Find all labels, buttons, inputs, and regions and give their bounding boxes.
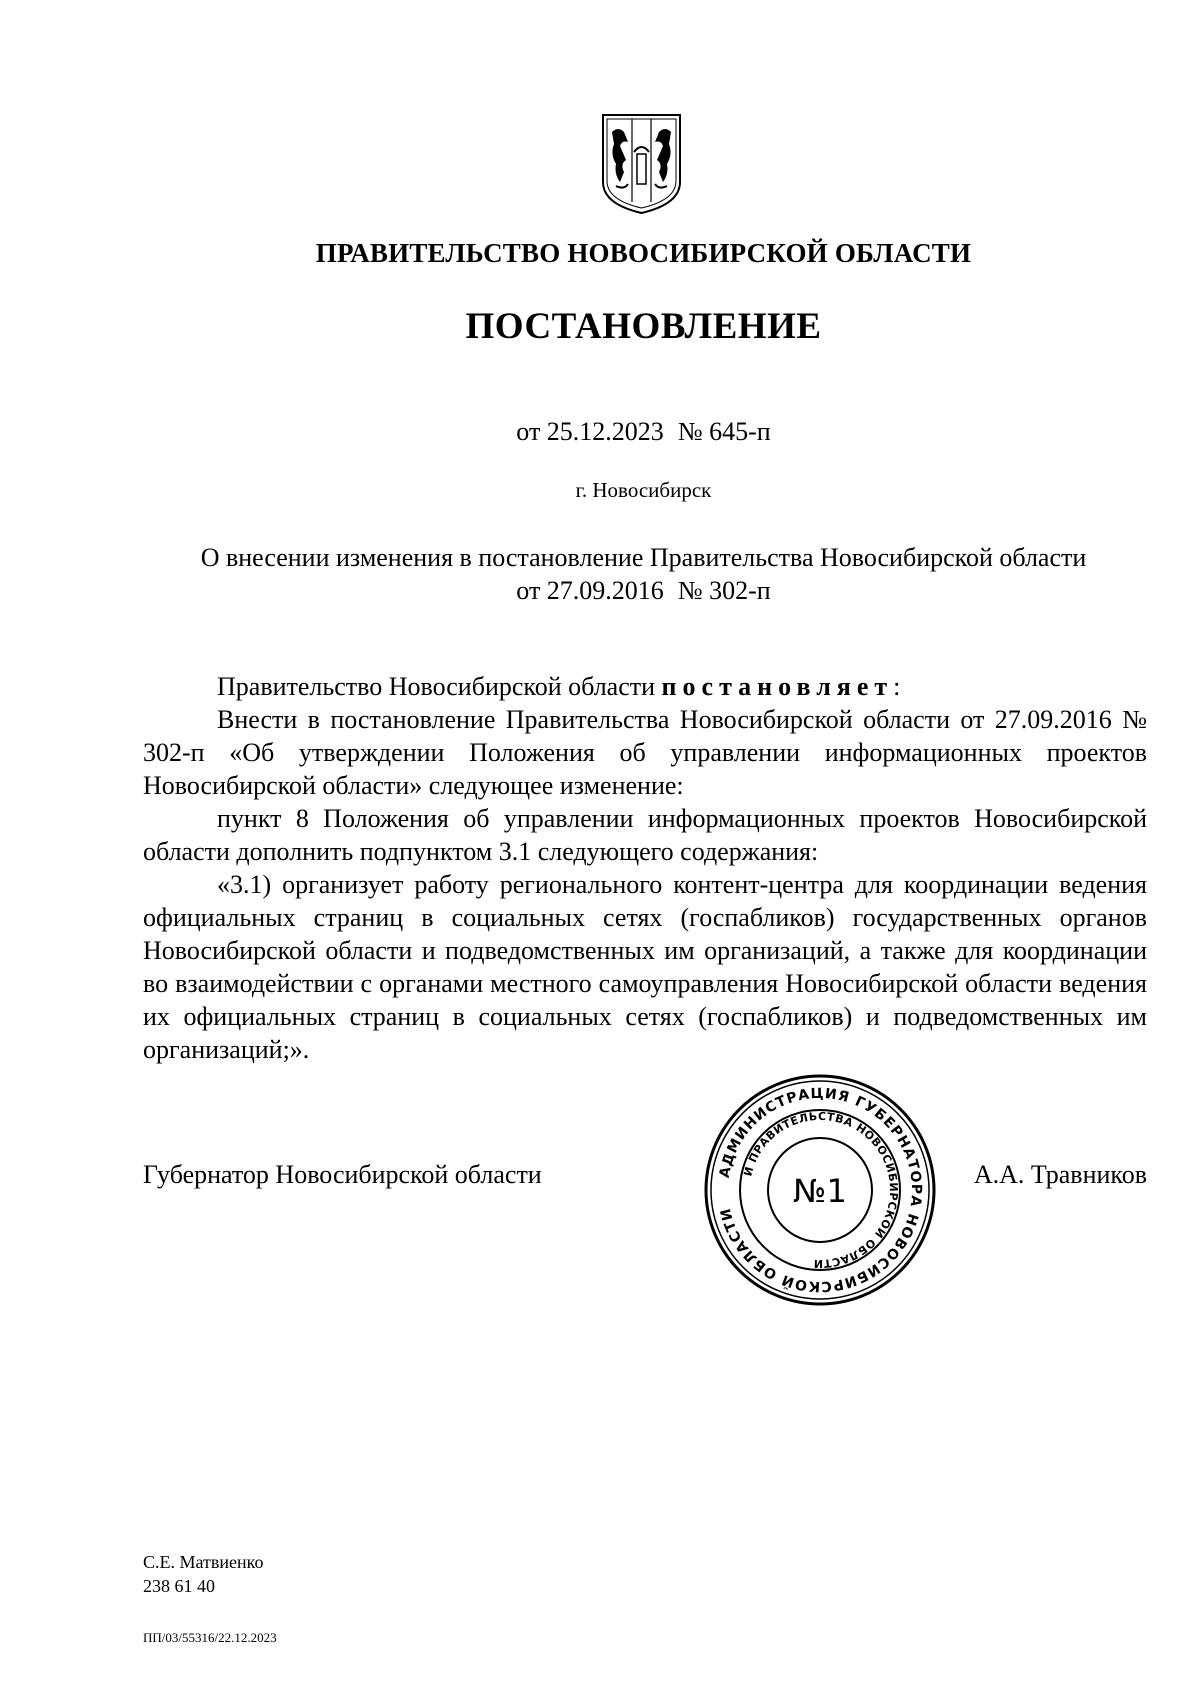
- signature-row: [143, 1160, 1147, 1200]
- document-body: [143, 670, 1147, 1066]
- intro-end: :: [893, 672, 901, 701]
- document-city: г. Новосибирск: [575, 478, 712, 502]
- intro-verb: постановляет: [661, 672, 894, 701]
- subject-number: № 302-п: [677, 576, 771, 605]
- subject-date: от 27.09.2016: [516, 576, 664, 605]
- executor-block: [143, 1550, 263, 1598]
- coat-of-arms-icon: [600, 112, 683, 216]
- signatory-position: Губернатор Новосибирской области: [143, 1160, 542, 1189]
- document-date-number: [0, 417, 1200, 447]
- seal-center-text: №1: [793, 1172, 847, 1210]
- executor-name: С.Е. Матвиенко: [143, 1552, 264, 1572]
- body-paragraph: Внести в постановление Правительства Новосибирской области от 27.09.2016 № 302-п «Об утверждении Положения об управлении информационных проектов Новосибирской области» следующее изменение:: [143, 705, 1147, 800]
- document-type: ПОСТАНОВЛЕНИЕ: [465, 306, 822, 347]
- seal-inner-text: И ПРАВИТЕЛЬСТВА НОВОСИБИРСКОЙ ОБЛАСТИ: [741, 1109, 901, 1271]
- executor-phone: 238 61 40: [143, 1576, 215, 1596]
- signatory-name: А.А. Травников: [973, 1160, 1147, 1189]
- document-registry-code: ПП/03/55316/22.12.2023: [143, 1630, 277, 1645]
- body-intro: [143, 670, 1147, 703]
- intro-text: Правительство Новосибирской области: [217, 672, 656, 701]
- subject-reference: [140, 574, 1147, 607]
- body-paragraph: пункт 8 Положения об управлении информационных проектов Новосибирской области дополнить подпунктом 3.1 следующего содержания:: [143, 804, 1147, 866]
- seal-outer-text: АДМИНИСТРАЦИЯ ГУБЕРНАТОРА НОВОСИБИРСКОЙ ОБЛАСТИ: [716, 1085, 925, 1295]
- document-number: № 645-п: [677, 417, 771, 446]
- document-date: от 25.12.2023: [516, 417, 664, 446]
- body-paragraph: «3.1) организует работу регионального контент-центра для координации ведения официальных страниц в социальных сетях (госпабликов) государственных органов Новосибирской области и подведомственных им организаций, а также для координации во взаимодействии с органами местного самоуправления Новосибирской области ведения их официальных страниц в социальных сетях (госпабликов) и подведомственных им организаций;».: [143, 870, 1147, 1064]
- document-subject: [140, 541, 1147, 607]
- subject-line: О внесении изменения в постановление Правительства Новосибирской области: [200, 543, 1087, 572]
- organization-title: ПРАВИТЕЛЬСТВО НОВОСИБИРСКОЙ ОБЛАСТИ: [315, 238, 972, 268]
